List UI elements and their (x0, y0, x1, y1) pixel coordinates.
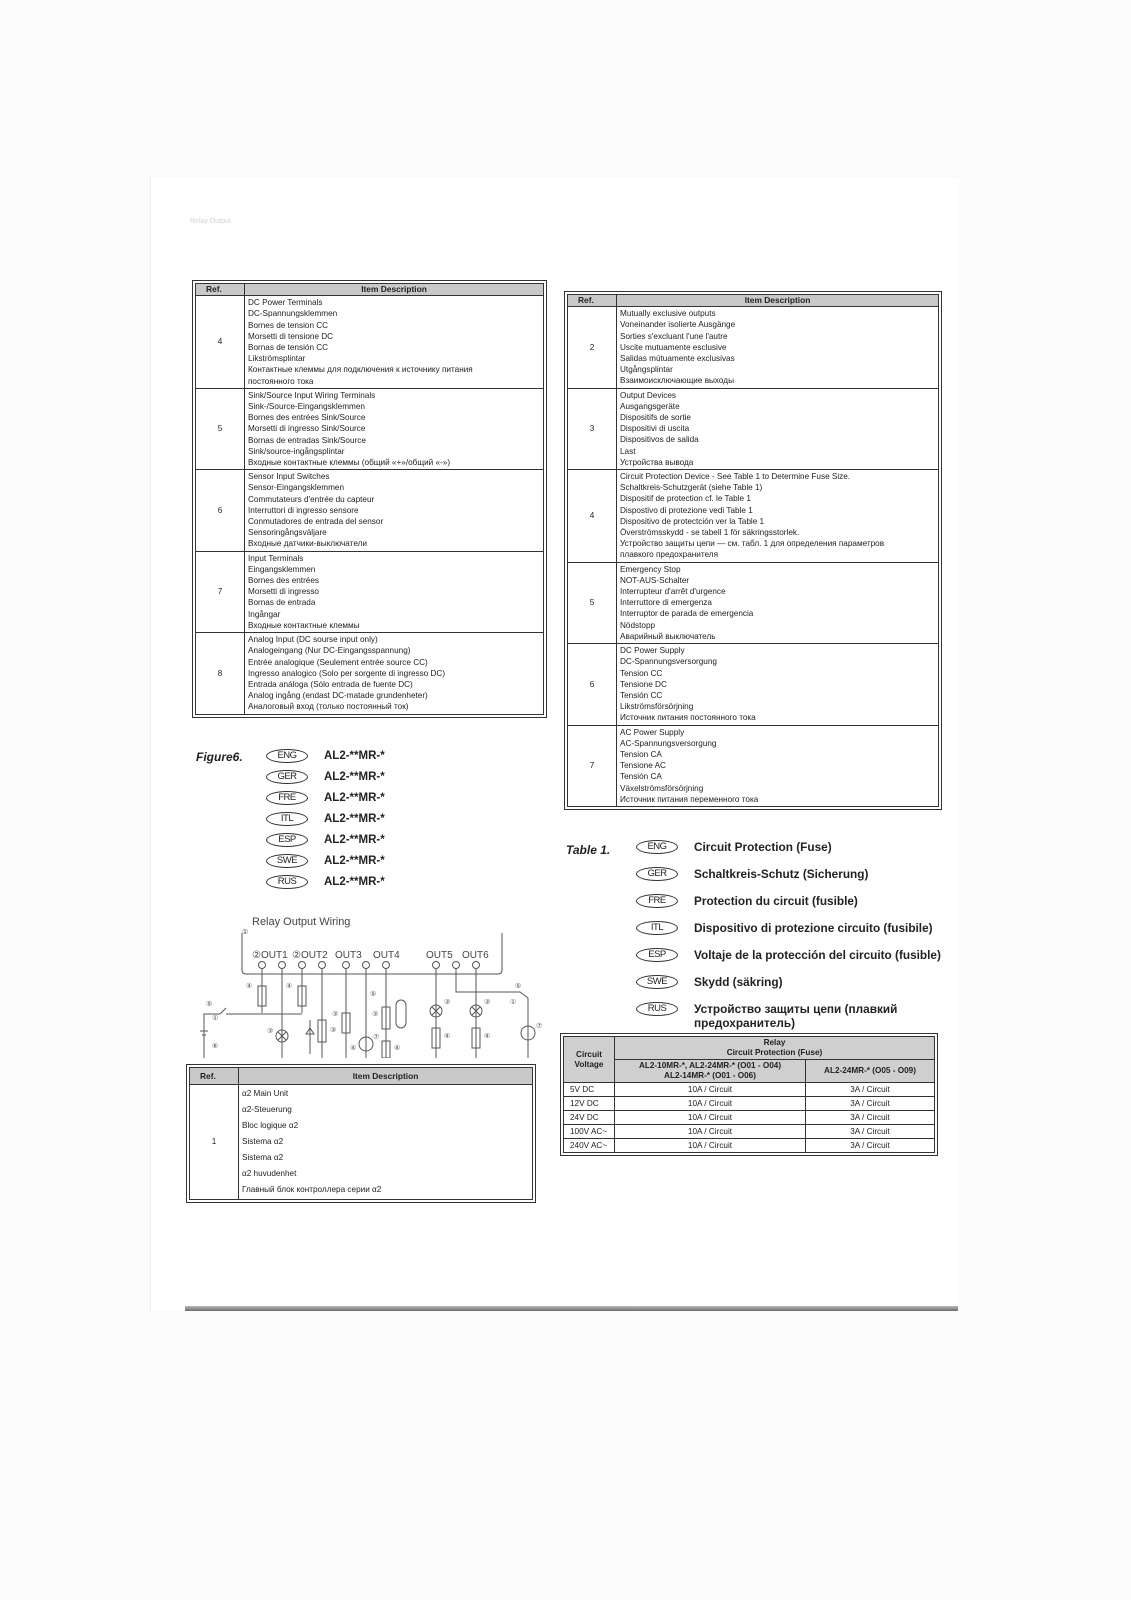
fuse-rating-group-1: 10A / Circuit (615, 1139, 806, 1153)
description-line: Eingangsklemmen (248, 564, 316, 574)
description-line: Analog Input (DC sourse input only) (248, 635, 378, 645)
description-line: Interruptor de parada de emergencia (620, 609, 754, 619)
language-row (266, 871, 385, 892)
description-line: Conmutadores de entrada del sensor (248, 517, 384, 527)
description-line: Dispositivi di uscita (620, 424, 690, 434)
language-text: Dispositivo di protezione circuito (fusibile) (694, 921, 933, 935)
description-line: Входные контактные клеммы (общий «+»/общий «-») (248, 458, 451, 468)
language-badge-itl: ITL (636, 921, 678, 935)
description-line: Dispositif de protection cf. le Table 1 (620, 494, 751, 504)
description-line: Salidas mútuamente exclusivas (620, 354, 735, 364)
item-description (245, 633, 544, 714)
fuse-rating-group-2: 3A / Circuit (806, 1139, 935, 1153)
svg-text:③: ③ (332, 1011, 339, 1018)
language-badge-esp: ESP (266, 833, 308, 847)
svg-text:②OUT2: ②OUT2 (292, 950, 328, 961)
description-line: Entrée analogique (Seulement entrée source CC) (248, 657, 428, 667)
description-line: Sensor Input Switches (248, 472, 330, 482)
fuse-row (564, 1125, 935, 1139)
description-line: постоянного тока (248, 376, 314, 386)
item-description (245, 551, 544, 632)
description-line: Главный блок контроллера серии α2 (242, 1185, 382, 1194)
language-text: AL2-**MR-* (324, 770, 385, 783)
item-description (617, 470, 939, 563)
description-line: Bornas de entrada (248, 598, 316, 608)
language-badge-itl: ITL (266, 812, 308, 826)
description-line: α2 huvudenhet (242, 1169, 297, 1178)
description-line: Dispositivos de salida (620, 435, 699, 445)
svg-text:⑤: ⑤ (206, 1001, 213, 1008)
faint-header-text: Relay Output (190, 218, 231, 225)
table-row (196, 633, 544, 714)
svg-text:③: ③ (444, 999, 451, 1006)
table1-label: Table 1. (566, 843, 611, 857)
description-line: Tension CC (620, 668, 663, 678)
language-text: AL2-**MR-* (324, 791, 385, 804)
fuse-row (564, 1083, 935, 1097)
item-description (617, 725, 939, 806)
ref-number: 5 (568, 562, 617, 643)
svg-text:⑤: ⑤ (370, 991, 377, 998)
description-line: Ingresso analogico (Solo per sorgente di ingresso DC) (248, 668, 446, 678)
table-row (196, 551, 544, 632)
description-line: Bornas de tensión CC (248, 343, 329, 353)
table-row (196, 470, 544, 551)
description-line: Uscite mutuamente esclusive (620, 342, 727, 352)
fuse-row (564, 1111, 935, 1125)
description-line: Voneinander isolierte Ausgänge (620, 320, 736, 330)
description-line: Устройство защиты цепи — см. табл. 1 для определения параметров (620, 539, 885, 549)
description-line: Bornes de tension CC (248, 320, 329, 330)
description-line: Dispositivo de protectción ver la Table 1 (620, 516, 765, 526)
fuse-rating-group-2: 3A / Circuit (806, 1111, 935, 1125)
language-badge-eng: ENG (636, 840, 678, 854)
table-row (196, 296, 544, 389)
description-line: Аналоговый вход (только постоянный ток) (248, 702, 409, 712)
item-description (245, 296, 544, 389)
circuit-voltage: 24V DC (564, 1111, 615, 1125)
language-badge-ger: GER (636, 867, 678, 881)
language-badge-rus: RUS (636, 1002, 678, 1016)
fuse-rating-group-2: 3A / Circuit (806, 1097, 935, 1111)
description-line: Bornes des entrées Sink/Source (248, 413, 366, 423)
table-row (190, 1085, 533, 1200)
circuit-voltage: 5V DC (564, 1083, 615, 1097)
description-line: Bloc logique α2 (242, 1121, 299, 1130)
description-line: плавкого предохранителя (620, 550, 719, 560)
ref-header: Ref. (568, 295, 617, 307)
wiring-title: Relay Output Wiring (252, 916, 351, 928)
table-row (568, 562, 939, 643)
ref-number: 4 (568, 470, 617, 563)
description-line: Tensione DC (620, 679, 667, 689)
circuit-voltage: 12V DC (564, 1097, 615, 1111)
language-row (636, 867, 950, 888)
language-badge-swe: SWE (636, 975, 678, 989)
description-header: Item Description (617, 295, 939, 307)
item-description (617, 307, 939, 388)
fuse-rating-group-2: 3A / Circuit (806, 1125, 935, 1139)
description-line: Контактные клеммы для подключения к источнику питания (248, 365, 473, 375)
relay-protection-header (615, 1037, 935, 1060)
description-line: Överströmsskydd - se tabell 1 för säkringsstorlek. (620, 528, 800, 538)
description-line: Устройства вывода (620, 457, 694, 467)
fuse-rating-group-1: 10A / Circuit (615, 1111, 806, 1125)
description-line: Ausgangsgeräte (620, 401, 680, 411)
description-line: Output Devices (620, 390, 676, 400)
fuse-rating-group-1: 10A / Circuit (615, 1125, 806, 1139)
fuse-rating-group-1: 10A / Circuit (615, 1097, 806, 1111)
page-bottom-rule (185, 1306, 958, 1311)
protection-header-text: Circuit Protection (Fuse) (726, 1048, 823, 1057)
table-row (568, 307, 939, 388)
description-line: Växelströmsförsörjning (620, 783, 704, 793)
table-row (568, 644, 939, 725)
item-description (617, 562, 939, 643)
svg-text:①: ① (510, 999, 517, 1006)
description-line: Input Terminals (248, 553, 304, 563)
ref-number: 7 (568, 725, 617, 806)
language-text: Schaltkreis-Schutz (Sicherung) (694, 867, 869, 881)
svg-text:①: ① (242, 929, 249, 936)
svg-text:③: ③ (330, 1027, 337, 1034)
item-table-left-top (192, 280, 547, 718)
description-line: Dispostivo di protezione vedi Table 1 (620, 505, 753, 515)
ref-number: 2 (568, 307, 617, 388)
ref-header: Ref. (196, 284, 245, 296)
relay-output-wiring-diagram (190, 908, 550, 1058)
item-description (617, 644, 939, 725)
description-line: Schaltkreis-Schutzgerät (siehe Table 1) (620, 483, 763, 493)
description-line: α2-Steuerung (242, 1105, 292, 1114)
language-row (636, 948, 950, 969)
description-line: Circuit Protection Device - See Table 1 to Determine Fuse Size. (620, 472, 851, 482)
language-badge-fre: FRE (266, 791, 308, 805)
ref-number: 7 (196, 551, 245, 632)
language-row (266, 766, 385, 787)
svg-text:④: ④ (286, 983, 293, 990)
svg-text:①: ① (212, 1015, 219, 1022)
description-line: Dispositifs de sortie (620, 413, 691, 423)
model-group-1-line2: AL2-14MR-* (O01 - O06) (664, 1071, 756, 1080)
description-line: Tensión CC (620, 690, 663, 700)
language-row (266, 808, 385, 829)
table-row (196, 388, 544, 469)
svg-text:⑤: ⑤ (515, 983, 522, 990)
svg-text:④: ④ (350, 1045, 357, 1052)
description-line: Emergency Stop (620, 564, 681, 574)
svg-text:⑦: ⑦ (373, 1034, 380, 1041)
ref-number: 1 (190, 1085, 239, 1200)
ref-number: 5 (196, 388, 245, 469)
description-line: Morsetti di ingresso (248, 587, 319, 597)
language-text: AL2-**MR-* (324, 749, 385, 762)
svg-text:④: ④ (444, 1033, 451, 1040)
language-row (636, 1002, 950, 1030)
language-badge-rus: RUS (266, 875, 308, 889)
ref-number: 8 (196, 633, 245, 714)
ref-number: 6 (568, 644, 617, 725)
svg-text:⑦: ⑦ (536, 1023, 543, 1030)
language-row (636, 975, 950, 996)
language-row (266, 829, 385, 850)
table-row (568, 470, 939, 563)
language-row (266, 850, 385, 871)
description-line: Bornas de entradas Sink/Source (248, 435, 366, 445)
description-line: α2 Main Unit (242, 1089, 289, 1098)
description-line: Entrada análoga (Sólo entrada de fuente DC) (248, 679, 413, 689)
description-line: AC-Spannungsversorgung (620, 738, 717, 748)
figure6-label: Figure6. (196, 750, 243, 764)
description-line: Commutateurs d'entrée du capteur (248, 494, 375, 504)
description-line: Sensor-Eingangsklemmen (248, 483, 345, 493)
language-badge-eng: ENG (266, 749, 308, 763)
description-line: Sink/source-ingångsplintar (248, 446, 345, 456)
language-badge-swe: SWE (266, 854, 308, 868)
description-line: DC Power Terminals (248, 298, 323, 308)
relay-header-text: Relay (763, 1038, 786, 1047)
language-text: Skydd (säkring) (694, 975, 783, 989)
description-header: Item Description (239, 1068, 533, 1085)
item-table-right (564, 291, 942, 810)
ref-number: 6 (196, 470, 245, 551)
language-badge-ger: GER (266, 770, 308, 784)
language-text: Voltaje de la protección del circuito (fusible) (694, 948, 941, 962)
fuse-row (564, 1097, 935, 1111)
description-line: Взаимоисключающие выходы (620, 376, 734, 386)
fuse-rating-group-2: 3A / Circuit (806, 1083, 935, 1097)
circuit-voltage: 100V AC~ (564, 1125, 615, 1139)
item-table-left-bottom (186, 1064, 536, 1203)
table-row (568, 388, 939, 469)
model-group-2-header: AL2-24MR-* (O05 - O09) (806, 1060, 935, 1083)
language-text: AL2-**MR-* (324, 812, 385, 825)
description-line: Morsetti di ingresso Sink/Source (248, 424, 366, 434)
language-row (266, 787, 385, 808)
description-line: Ingångar (248, 609, 281, 619)
description-line: DC-Spannungsklemmen (248, 309, 338, 319)
description-line: Bornes des entrées (248, 576, 320, 586)
ref-number: 4 (196, 296, 245, 389)
fuse-row (564, 1139, 935, 1153)
description-line: Analogeingang (Nur DC-Eingangsspannung) (248, 646, 411, 656)
description-line: Входные датчики-выключатели (248, 539, 367, 549)
description-line: Источник питания постоянного тока (620, 713, 756, 723)
svg-text:OUT5: OUT5 (426, 950, 453, 961)
description-line: DC Power Supply (620, 646, 685, 656)
model-group-1-header (615, 1060, 806, 1083)
description-line: Sistema α2 (242, 1153, 284, 1162)
item-description (245, 388, 544, 469)
item-description (239, 1085, 533, 1200)
description-line: Sistema α2 (242, 1137, 284, 1146)
description-line: Tension CA (620, 749, 662, 759)
description-line: Likströmsförsörjning (620, 702, 694, 712)
model-group-1-line1: AL2-10MR-*, AL2-24MR-* (O01 - O04) (638, 1061, 782, 1070)
description-line: Sink-/Source-Eingangsklemmen (248, 402, 365, 412)
svg-text:③: ③ (267, 1028, 274, 1035)
description-line: Tensión CA (620, 772, 662, 782)
circuit-voltage: 240V AC~ (564, 1139, 615, 1153)
description-line: Входные контактные клеммы (248, 620, 360, 630)
description-line: Interrupteur d'arrêt d'urgence (620, 587, 726, 597)
description-line: Utgångsplintar (620, 365, 673, 375)
svg-text:④: ④ (246, 983, 253, 990)
table-row (568, 725, 939, 806)
svg-text:③: ③ (372, 1011, 379, 1018)
description-line: NOT-AUS-Schalter (620, 575, 690, 585)
svg-text:④: ④ (394, 1045, 401, 1052)
description-line: Sink/Source Input Wiring Terminals (248, 390, 376, 400)
svg-text:②OUT1: ②OUT1 (252, 950, 288, 961)
figure6-language-list (266, 745, 385, 892)
item-description (617, 388, 939, 469)
fuse-rating-group-1: 10A / Circuit (615, 1083, 806, 1097)
svg-text:OUT3: OUT3 (335, 950, 362, 961)
language-row (266, 745, 385, 766)
language-text: Circuit Protection (Fuse) (694, 840, 832, 854)
svg-text:④: ④ (484, 1033, 491, 1040)
svg-text:⑥: ⑥ (212, 1043, 219, 1050)
language-text: AL2-**MR-* (324, 854, 385, 867)
ref-number: 3 (568, 388, 617, 469)
language-text: Устройство защиты цепи (плавкий предохранитель) (694, 1002, 898, 1030)
language-text: AL2-**MR-* (324, 833, 385, 846)
description-line: Sensoringångsväljare (248, 528, 327, 538)
description-line: Interruttori di ingresso sensore (248, 505, 359, 515)
table1-language-list (636, 840, 950, 1036)
circuit-voltage-header: Circuit Voltage (564, 1037, 615, 1083)
description-line: DC-Spannungsversorgung (620, 657, 717, 667)
description-line: Analog ingång (endast DC-matade grundenheter) (248, 691, 428, 701)
description-line: Morsetti di tensione DC (248, 331, 334, 341)
description-line: Mutually exclusive outputs (620, 309, 716, 319)
item-description (245, 470, 544, 551)
language-badge-fre: FRE (636, 894, 678, 908)
description-line: Sorties s'excluant l'une l'autre (620, 331, 728, 341)
description-line: Tensione AC (620, 761, 666, 771)
fuse-rating-table (560, 1033, 938, 1156)
language-text: AL2-**MR-* (324, 875, 385, 888)
ref-header: Ref. (190, 1068, 239, 1085)
description-line: AC Power Supply (620, 727, 685, 737)
description-line: Last (620, 446, 636, 456)
description-line: Источник питания переменного тока (620, 794, 759, 804)
language-row (636, 894, 950, 915)
language-row (636, 840, 950, 861)
description-line: Interruttore di emergenza (620, 598, 712, 608)
description-line: Аварийный выключатель (620, 631, 716, 641)
svg-text:OUT4: OUT4 (373, 950, 400, 961)
description-line: Likströmsplintar (248, 354, 306, 364)
language-text: Protection du circuit (fusible) (694, 894, 858, 908)
language-row (636, 921, 950, 942)
description-line: Nödstopp (620, 620, 656, 630)
svg-text:OUT6: OUT6 (462, 950, 489, 961)
language-badge-esp: ESP (636, 948, 678, 962)
svg-text:③: ③ (484, 999, 491, 1006)
description-header: Item Description (245, 284, 544, 296)
